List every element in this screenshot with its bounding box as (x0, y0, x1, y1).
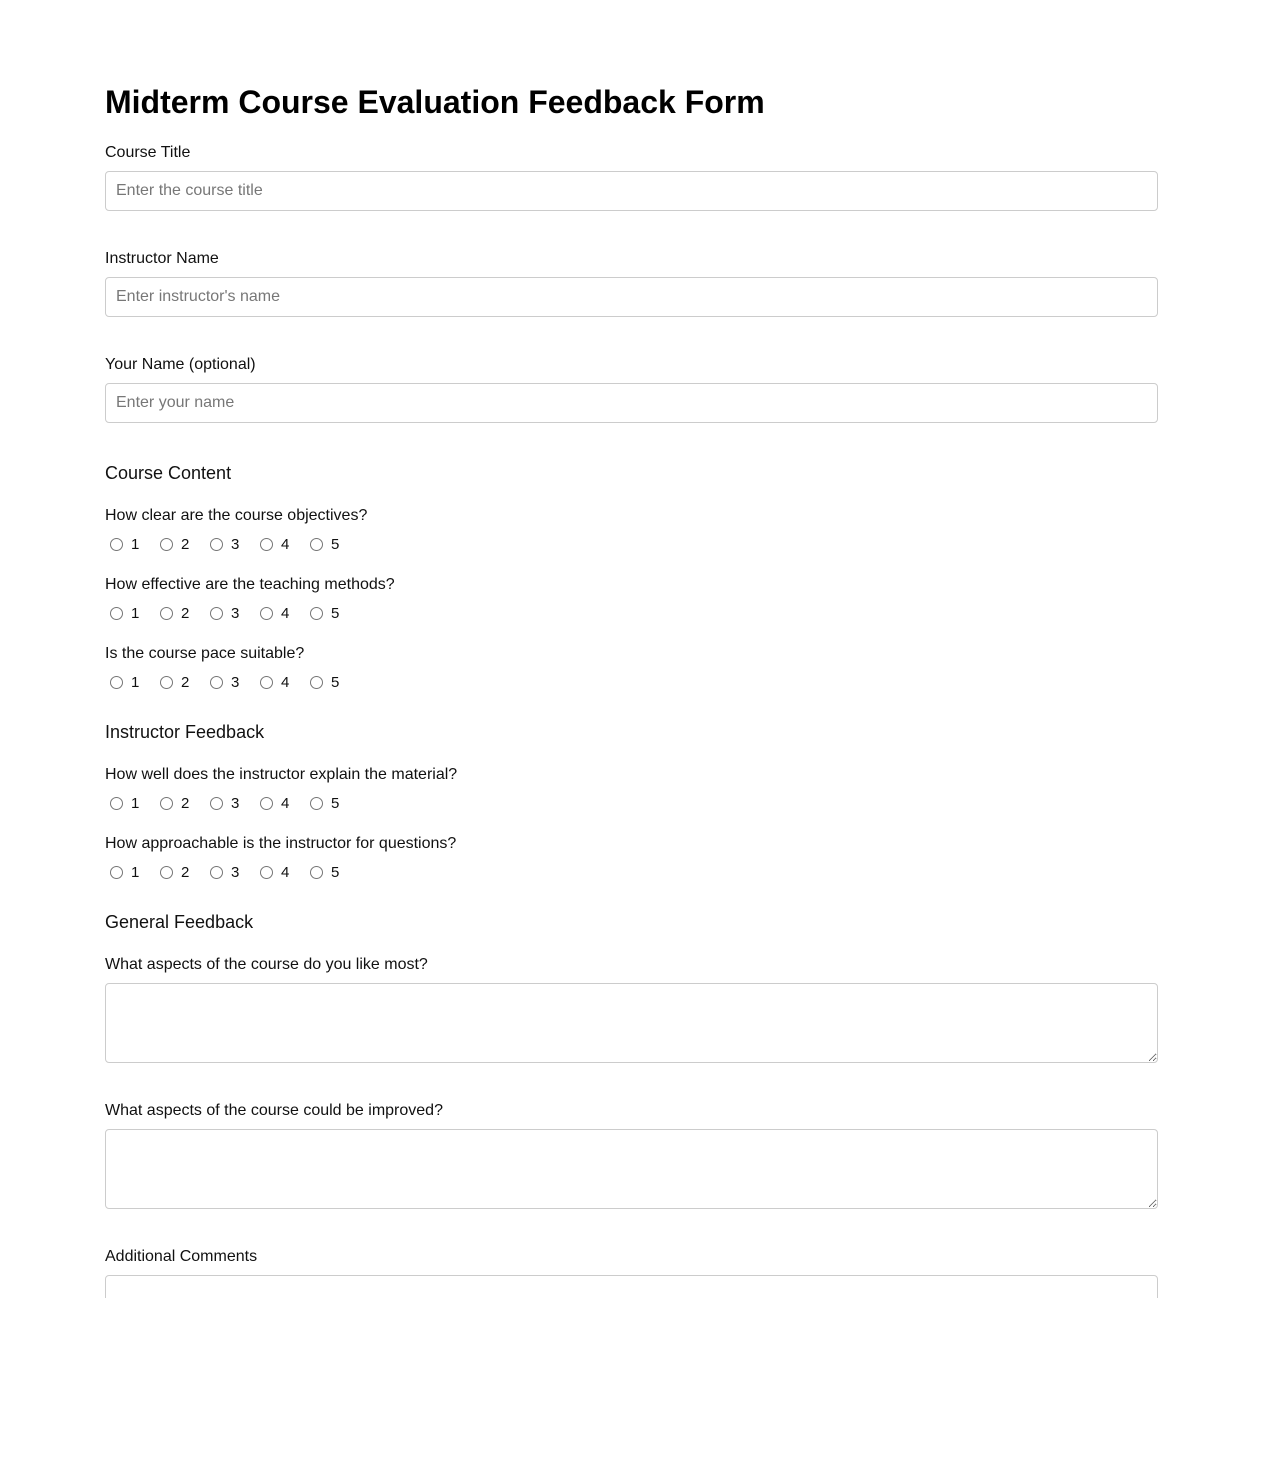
textarea-label: What aspects of the course could be improved? (105, 1102, 443, 1119)
rating-option[interactable] (255, 674, 305, 691)
rating-option[interactable] (205, 605, 255, 622)
rating-option[interactable] (255, 605, 305, 622)
text-input[interactable] (105, 277, 1158, 317)
rating-value: 1 (131, 863, 140, 881)
rating-option[interactable] (105, 864, 155, 881)
rating-value: 4 (281, 535, 290, 553)
field-label: Instructor Name (105, 250, 219, 267)
radio-button[interactable] (260, 538, 273, 551)
radio-button[interactable] (160, 538, 173, 551)
radio-button[interactable] (110, 676, 123, 689)
rating-value: 2 (181, 604, 190, 622)
rating-group (105, 672, 1158, 692)
question-label: How clear are the course objectives? (105, 507, 368, 524)
rating-value: 5 (331, 535, 340, 553)
rating-group (105, 793, 1158, 813)
rating-value: 4 (281, 794, 290, 812)
rating-value: 4 (281, 673, 290, 691)
textarea-label: Additional Comments (105, 1248, 258, 1265)
rating-option[interactable] (255, 536, 305, 553)
text-input-box (105, 277, 1158, 317)
radio-button[interactable] (260, 607, 273, 620)
question-label: How approachable is the instructor for questions? (105, 835, 457, 852)
feedback-textarea[interactable] (105, 1129, 1158, 1209)
radio-button[interactable] (310, 538, 323, 551)
rating-option[interactable] (305, 674, 355, 691)
radio-button[interactable] (210, 866, 223, 879)
radio-button[interactable] (210, 797, 223, 810)
page-title: Midterm Course Evaluation Feedback Form (105, 84, 765, 120)
input-placeholder: Enter instructor's name (116, 288, 281, 305)
section-heading: Course Content (105, 463, 232, 483)
rating-option[interactable] (205, 864, 255, 881)
radio-button[interactable] (310, 866, 323, 879)
rating-option[interactable] (305, 795, 355, 812)
rating-value: 5 (331, 673, 340, 691)
rating-option[interactable] (155, 674, 205, 691)
radio-button[interactable] (210, 607, 223, 620)
rating-value: 2 (181, 535, 190, 553)
rating-option[interactable] (305, 536, 355, 553)
rating-value: 3 (231, 604, 240, 622)
radio-button[interactable] (160, 676, 173, 689)
radio-button[interactable] (160, 607, 173, 620)
rating-value: 2 (181, 794, 190, 812)
rating-group (105, 603, 1158, 623)
radio-button[interactable] (260, 797, 273, 810)
radio-button[interactable] (260, 676, 273, 689)
rating-value: 1 (131, 794, 140, 812)
feedback-textarea[interactable] (105, 983, 1158, 1063)
rating-option[interactable] (155, 795, 205, 812)
radio-button[interactable] (210, 538, 223, 551)
section-heading: Instructor Feedback (105, 722, 265, 742)
rating-option[interactable] (155, 536, 205, 553)
rating-value: 2 (181, 673, 190, 691)
rating-value: 5 (331, 863, 340, 881)
text-input[interactable] (105, 383, 1158, 423)
question-label: How well does the instructor explain the material? (105, 766, 458, 783)
rating-value: 3 (231, 673, 240, 691)
radio-button[interactable] (210, 676, 223, 689)
question-label: Is the course pace suitable? (105, 645, 305, 662)
rating-group (105, 534, 1158, 554)
rating-option[interactable] (205, 536, 255, 553)
radio-button[interactable] (310, 676, 323, 689)
rating-value: 5 (331, 794, 340, 812)
text-input[interactable] (105, 171, 1158, 211)
radio-button[interactable] (110, 866, 123, 879)
rating-option[interactable] (105, 605, 155, 622)
rating-value: 4 (281, 863, 290, 881)
rating-option[interactable] (305, 864, 355, 881)
section-heading: General Feedback (105, 912, 254, 932)
rating-group (105, 862, 1158, 882)
radio-button[interactable] (110, 797, 123, 810)
rating-value: 1 (131, 604, 140, 622)
field-label: Course Title (105, 144, 191, 161)
rating-option[interactable] (155, 864, 205, 881)
rating-option[interactable] (205, 674, 255, 691)
rating-value: 3 (231, 863, 240, 881)
radio-button[interactable] (110, 538, 123, 551)
input-placeholder: Enter your name (116, 394, 235, 411)
textarea-label: What aspects of the course do you like most? (105, 956, 428, 973)
rating-option[interactable] (205, 795, 255, 812)
rating-option[interactable] (305, 605, 355, 622)
input-placeholder: Enter the course title (116, 182, 263, 199)
rating-option[interactable] (255, 864, 305, 881)
rating-option[interactable] (155, 605, 205, 622)
rating-value: 1 (131, 673, 140, 691)
radio-button[interactable] (110, 607, 123, 620)
rating-value: 1 (131, 535, 140, 553)
rating-value: 5 (331, 604, 340, 622)
radio-button[interactable] (160, 797, 173, 810)
text-input-box (105, 383, 1158, 423)
rating-option[interactable] (105, 674, 155, 691)
radio-button[interactable] (310, 797, 323, 810)
rating-value: 3 (231, 535, 240, 553)
radio-button[interactable] (310, 607, 323, 620)
rating-option[interactable] (105, 536, 155, 553)
rating-option[interactable] (255, 795, 305, 812)
rating-value: 4 (281, 604, 290, 622)
rating-option[interactable] (105, 795, 155, 812)
rating-value: 2 (181, 863, 190, 881)
rating-value: 3 (231, 794, 240, 812)
radio-button[interactable] (160, 866, 173, 879)
question-label: How effective are the teaching methods? (105, 576, 395, 593)
field-label: Your Name (optional) (105, 356, 256, 373)
text-input-box (105, 171, 1158, 211)
feedback-textarea[interactable] (105, 1275, 1158, 1298)
feedback-form (105, 0, 1158, 1298)
radio-button[interactable] (260, 866, 273, 879)
